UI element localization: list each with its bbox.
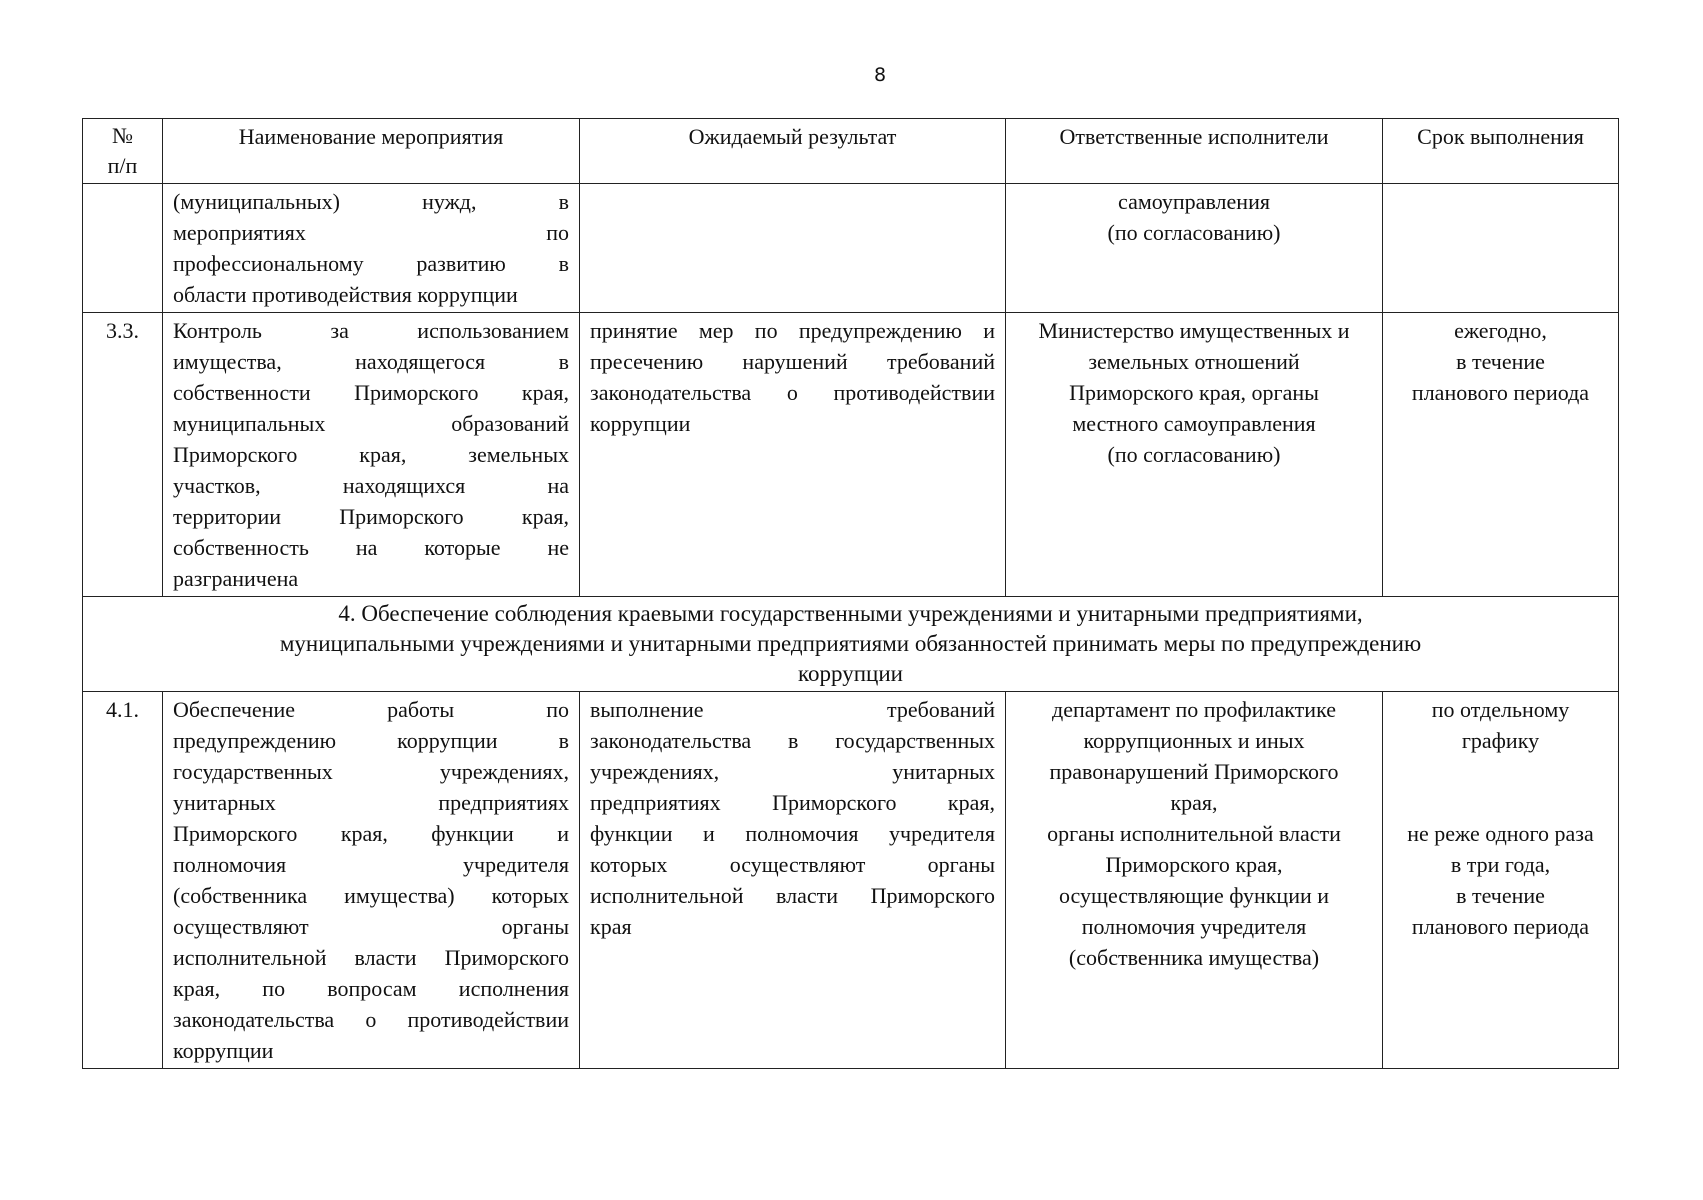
text-line: (по согласованию) — [1107, 442, 1281, 467]
text-line: Приморского края, функции и — [173, 821, 569, 846]
text-line: законодательства о противодействии — [173, 1007, 569, 1032]
text-line: предупреждению коррупции в — [173, 728, 569, 753]
executors-cell — [1006, 313, 1383, 597]
text-line: мероприятиях по — [173, 220, 569, 245]
text-line: органы исполнительной власти — [1047, 821, 1341, 846]
text-line: в течение — [1456, 349, 1545, 374]
text-line: коррупции — [590, 411, 691, 436]
text-line: разграничена — [173, 566, 299, 591]
text-line: по отдельному — [1431, 697, 1570, 722]
table-header-row — [83, 119, 1619, 184]
deadline-cell — [1383, 692, 1619, 1069]
text-line: края, — [1170, 790, 1218, 815]
text-line: осуществляют органы — [173, 914, 569, 939]
activities-table — [82, 118, 1619, 1069]
text-line: законодательства в государственных — [590, 728, 995, 753]
text-line: области противодействия коррупции — [173, 282, 518, 307]
text-line: государственных учреждениях, — [173, 759, 569, 784]
text-line: планового периода — [1411, 380, 1590, 405]
deadline-cell — [1383, 313, 1619, 597]
text-line: полномочия учредителя — [1081, 914, 1307, 939]
row-number: 3.3. — [83, 313, 163, 597]
text-line: правонарушений Приморского — [1049, 759, 1339, 784]
text-line: выполнение требований — [590, 697, 995, 722]
text-line: (по согласованию) — [1107, 220, 1281, 245]
text-line: не реже одного раза — [1407, 821, 1594, 846]
text-line: Приморского края, земельных — [173, 442, 569, 467]
text-line: края — [590, 914, 632, 939]
text-line: учреждениях, унитарных — [590, 759, 995, 784]
text-line: функции и полномочия учредителя — [590, 821, 995, 846]
section-heading-line: коррупции — [798, 661, 903, 686]
text-line: Министерство имущественных и — [1038, 318, 1350, 343]
activity-name-cell — [163, 692, 580, 1069]
text-line: пресечению нарушений требований — [590, 349, 995, 374]
text-line: территории Приморского края, — [173, 504, 569, 529]
section-row — [83, 597, 1619, 692]
header-number — [83, 119, 163, 184]
activity-name-cell — [163, 313, 580, 597]
text-line: участков, находящихся на — [173, 473, 569, 498]
text-line: Приморского края, — [1105, 852, 1283, 877]
executors-cell — [1006, 692, 1383, 1069]
text-line: самоуправления — [1118, 189, 1270, 214]
deadline-cell — [1383, 184, 1619, 313]
text-line: планового периода — [1411, 914, 1590, 939]
header-number-symbol: № — [112, 123, 133, 148]
text-line: имущества, находящегося в — [173, 349, 569, 374]
expected-result-cell — [580, 313, 1006, 597]
text-line: в три года, — [1450, 852, 1551, 877]
row-number — [83, 184, 163, 313]
text-line: Обеспечение работы по — [173, 697, 569, 722]
text-line: департамент по профилактике — [1052, 697, 1336, 722]
row-number: 4.1. — [83, 692, 163, 1069]
text-line: исполнительной власти Приморского — [590, 883, 995, 908]
section-heading-line: 4. Обеспечение соблюдения краевыми государственными учреждениями и унитарными предприятиями, — [338, 601, 1363, 626]
text-line: профессиональному развитию в — [173, 251, 569, 276]
text-line: Приморского края, органы — [1069, 380, 1319, 405]
header-deadline: Срок выполнения — [1383, 119, 1619, 184]
text-line: собственность на которые не — [173, 535, 569, 560]
text-line: (собственника имущества) — [1068, 945, 1320, 970]
text-line: Контроль за использованием — [173, 318, 569, 343]
text-line: в течение — [1456, 883, 1545, 908]
text-line: собственности Приморского края, — [173, 380, 569, 405]
text-line: законодательства о противодействии — [590, 380, 995, 405]
text-line: ежегодно, — [1454, 318, 1547, 343]
table-row-3-3 — [83, 313, 1619, 597]
text-line: которых осуществляют органы — [590, 852, 995, 877]
text-line: земельных отношений — [1088, 349, 1300, 374]
table-row — [83, 184, 1619, 313]
text-line: графику — [1461, 728, 1540, 753]
text-line: местного самоуправления — [1072, 411, 1316, 436]
expected-result-cell — [580, 692, 1006, 1069]
text-line: полномочия учредителя — [173, 852, 569, 877]
text-line: коррупции — [173, 1038, 274, 1063]
expected-result-cell — [580, 184, 1006, 313]
text-line: муниципальных образований — [173, 411, 569, 436]
executors-cell — [1006, 184, 1383, 313]
section-heading — [83, 597, 1619, 692]
section-heading-line: муниципальными учреждениями и унитарными предприятиями обязанностей принимать меры по предупреждению — [279, 631, 1422, 656]
text-line: предприятиях Приморского края, — [590, 790, 995, 815]
text-line: принятие мер по предупреждению и — [590, 318, 995, 343]
header-executors: Ответственные исполнители — [1006, 119, 1383, 184]
header-activity-name: Наименование мероприятия — [163, 119, 580, 184]
page-number: 8 — [873, 64, 887, 86]
text-line: исполнительной власти Приморского — [173, 945, 569, 970]
text-line: края, по вопросам исполнения — [173, 976, 569, 1001]
text-line: (собственника имущества) которых — [173, 883, 569, 908]
text-line: коррупционных и иных — [1083, 728, 1305, 753]
text-line: осуществляющие функции и — [1058, 883, 1330, 908]
header-expected-result: Ожидаемый результат — [580, 119, 1006, 184]
table-row-4-1 — [83, 692, 1619, 1069]
text-line: (муниципальных) нужд, в — [173, 189, 569, 214]
text-line: унитарных предприятиях — [173, 790, 569, 815]
header-number-abbr: п/п — [107, 153, 138, 178]
activity-name-cell — [163, 184, 580, 313]
